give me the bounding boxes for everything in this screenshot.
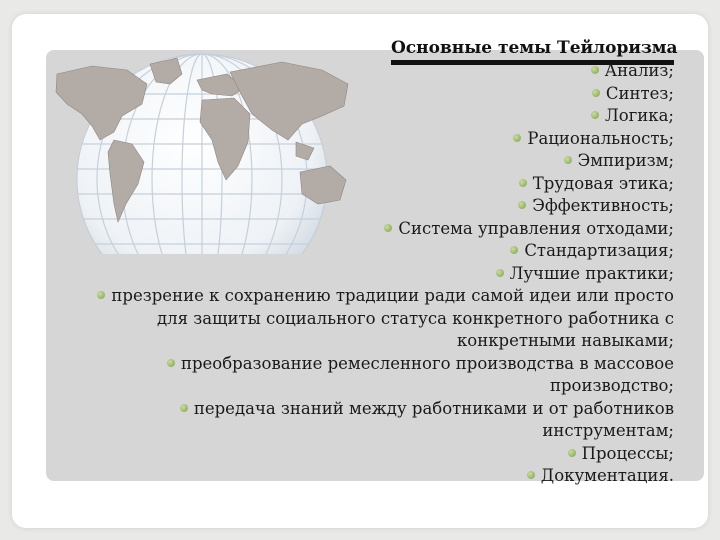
bullet-text: Логика; bbox=[604, 106, 674, 125]
bullet-item bbox=[74, 83, 674, 106]
bullet-item bbox=[74, 398, 674, 421]
bullet-item bbox=[74, 218, 674, 241]
bullet-text: инструментам; bbox=[542, 421, 674, 440]
bullet-icon bbox=[518, 201, 526, 209]
bullet-text: преобразование ремесленного производства в массовое bbox=[180, 353, 674, 373]
bullet-text: для защиты социального статуса конкретного работника с bbox=[157, 308, 674, 328]
bullet-icon bbox=[591, 111, 599, 119]
bullet-item bbox=[74, 150, 674, 173]
bullet-text: презрение к сохранению традиции ради самой идеи или просто bbox=[111, 286, 674, 305]
bullet-icon bbox=[564, 156, 572, 164]
bullet-item bbox=[74, 375, 674, 398]
bullet-text: Документация. bbox=[540, 466, 674, 485]
bullet-text: Трудовая этика; bbox=[532, 173, 674, 193]
slide-title: Основные темы Тейлоризма bbox=[391, 38, 674, 65]
bullet-item bbox=[74, 263, 674, 286]
bullet-icon bbox=[519, 179, 527, 187]
bullet-item bbox=[74, 443, 674, 466]
bullet-icon bbox=[97, 291, 105, 299]
bullet-item bbox=[74, 420, 674, 443]
bullet-text: конкретными навыками; bbox=[456, 331, 674, 350]
bullet-icon bbox=[510, 246, 518, 254]
bullet-icon bbox=[591, 66, 599, 74]
bullet-icon bbox=[527, 471, 535, 479]
bullet-item bbox=[74, 353, 674, 376]
bullet-item bbox=[74, 173, 674, 196]
bullet-item bbox=[74, 465, 674, 488]
bullet-text: Анализ; bbox=[604, 61, 674, 80]
bullet-text: передача знаний между работниками и от работников bbox=[193, 398, 674, 418]
bullet-text: Синтез; bbox=[605, 83, 674, 103]
bullet-text: Процессы; bbox=[581, 443, 674, 463]
bullet-item bbox=[74, 308, 674, 331]
bullet-text: Эффективность; bbox=[532, 196, 674, 215]
bullet-text: Рациональность; bbox=[527, 128, 674, 148]
bullet-text: производство; bbox=[549, 376, 674, 395]
bullet-list bbox=[74, 60, 674, 488]
bullet-item bbox=[74, 195, 674, 218]
bullet-item bbox=[74, 128, 674, 151]
bullet-item bbox=[74, 240, 674, 263]
bullet-icon bbox=[592, 89, 600, 97]
bullet-text: Эмпиризм; bbox=[577, 151, 674, 170]
bullet-icon bbox=[496, 269, 504, 277]
bullet-icon bbox=[568, 449, 576, 457]
bullet-icon bbox=[384, 224, 392, 232]
bullet-text: Лучшие практики; bbox=[509, 263, 674, 283]
bullet-text: Система управления отходами; bbox=[398, 218, 674, 238]
bullet-item bbox=[74, 60, 674, 83]
bullet-item bbox=[74, 330, 674, 353]
bullet-icon bbox=[167, 359, 175, 367]
bullet-text: Стандартизация; bbox=[524, 241, 674, 260]
bullet-icon bbox=[180, 404, 188, 412]
bullet-icon bbox=[513, 134, 521, 142]
bullet-item bbox=[74, 105, 674, 128]
bullet-item bbox=[74, 285, 674, 308]
